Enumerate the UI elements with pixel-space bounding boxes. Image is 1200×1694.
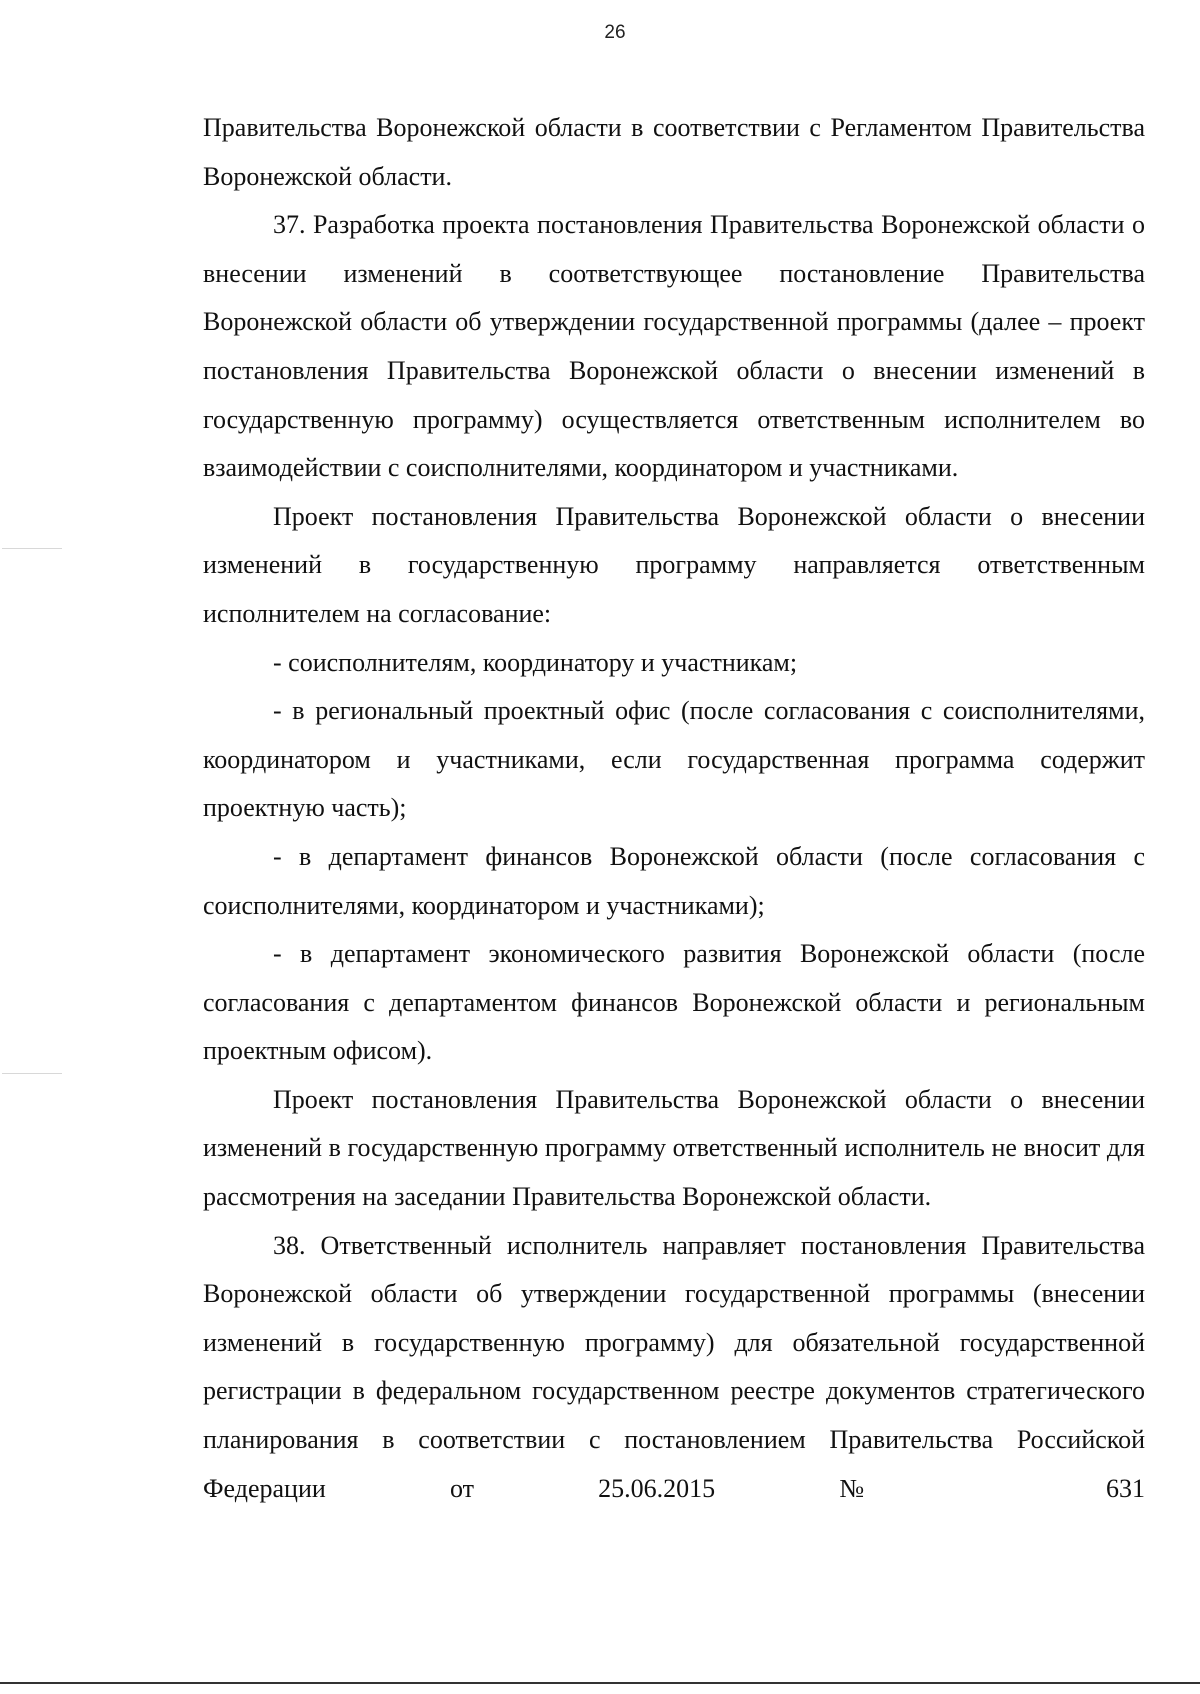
scan-artifact bbox=[2, 1073, 62, 1074]
paragraph-item-38: 38. Ответственный исполнитель направляет постановления Правительства Воронежской области об утверждении государственной программы (внесении изменений в государственную программу) для обязательной государственной регистрации в федеральном государственном реестре документов стратегического планирования в соответствии с постановлением Правительства Российской Федерации от 25.06.2015 № 631 bbox=[203, 1230, 1145, 1503]
paragraph-project-approval: Проект постановления Правительства Воронежской области о внесении изменений в государственную программу направляется ответственным исполнителем на согласование: bbox=[203, 501, 1145, 628]
page-number: 26 bbox=[604, 22, 626, 43]
list-item-economic-department: - в департамент экономического развития Воронежской области (после согласования с департаментом финансов Воронежской области и региональным проектным офисом). bbox=[203, 939, 1145, 1066]
paragraph-continuation: Правительства Воронежской области в соответствии с Регламентом Правительства Воронежской области. bbox=[203, 113, 1145, 191]
document-body bbox=[203, 104, 1145, 1513]
page-bottom-rule bbox=[0, 1682, 1200, 1684]
list-item-coexecutors: - соисполнителям, координатору и участникам; bbox=[273, 647, 798, 677]
paragraph-not-submitted: Проект постановления Правительства Воронежской области о внесении изменений в государственную программу ответственный исполнитель не вносит для рассмотрения на заседании Правительства Воронежской области. bbox=[203, 1084, 1145, 1212]
list-item-project-office: - в региональный проектный офис (после согласования с соисполнителями, координатором и участниками, если государственная программа содержит проектную часть); bbox=[203, 696, 1145, 823]
paragraph-item-37: 37. Разработка проекта постановления Правительства Воронежской области о внесении изменений в соответствующее постановление Правительства Воронежской области об утверждении государственной программы (далее – проект постановления Правительства Воронежской области о внесении изменений в государственную программу) осуществляется ответственным исполнителем во взаимодействии с соисполнителями, координатором и участниками. bbox=[203, 210, 1145, 483]
scan-artifact bbox=[2, 548, 62, 549]
list-item-finance-department: - в департамент финансов Воронежской области (после согласования с соисполнителями, координатором и участниками); bbox=[203, 841, 1145, 920]
